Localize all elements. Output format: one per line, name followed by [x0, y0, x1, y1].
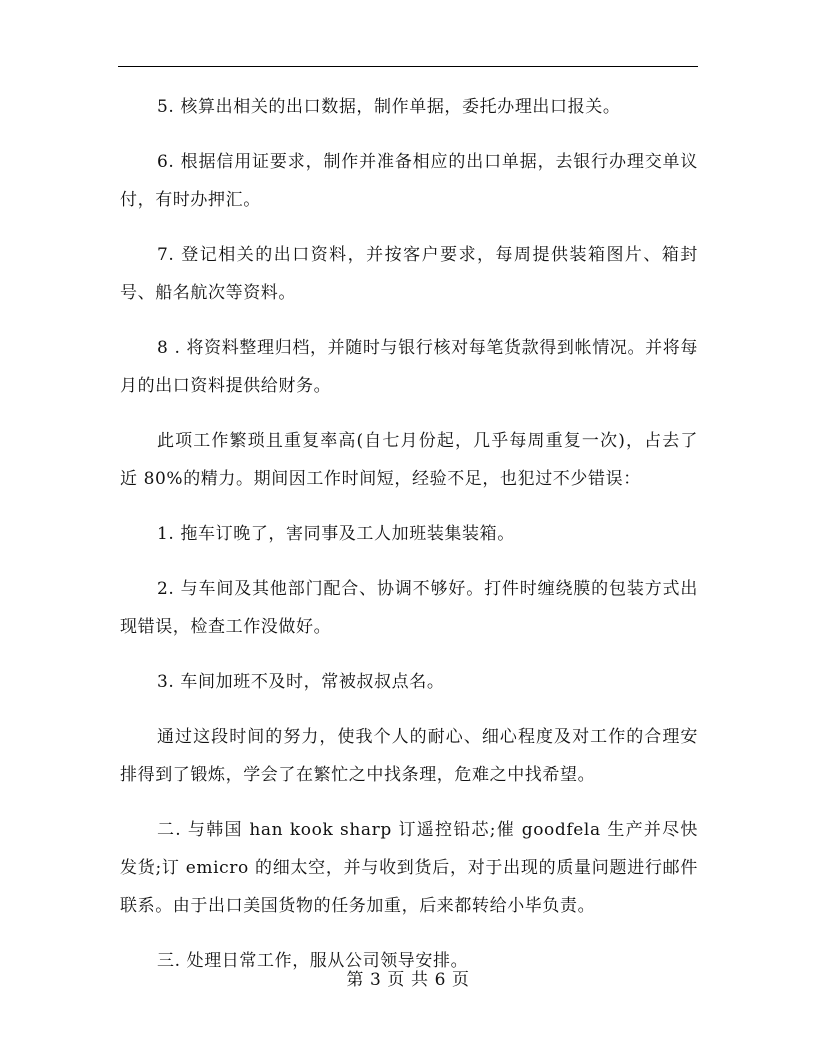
- paragraph: 通过这段时间的努力，使我个人的耐心、细心程度及对工作的合理安排得到了锻炼，学会了在繁忙之中找条理，危难之中找希望。: [120, 727, 698, 785]
- paragraph: 3. 车间加班不及时，常被叔叔点名。: [157, 672, 445, 692]
- paragraph: 三. 处理日常工作，服从公司领导安排。: [157, 951, 469, 971]
- paragraph: 6. 根据信用证要求，制作并准备相应的出口单据，去银行办理交单议付，有时办押汇。: [120, 152, 698, 210]
- document-body: [120, 88, 698, 997]
- paragraph: 7. 登记相关的出口资料，并按客户要求，每周提供装箱图片、箱封号、船名航次等资料。: [120, 245, 698, 303]
- paragraph: 2. 与车间及其他部门配合、协调不够好。打件时缠绕膜的包装方式出现错误，检查工作没做好。: [120, 579, 698, 637]
- paragraph: 8 . 将资料整理归档，并随时与银行核对每笔货款得到帐情况。并将每月的出口资料提供给财务。: [120, 338, 698, 396]
- paragraph: 此项工作繁琐且重复率高(自七月份起，几乎每周重复一次)，占去了近 80%的精力。期间因工作时间短，经验不足，也犯过不少错误：: [120, 431, 698, 489]
- paragraph: 5. 核算出相关的出口数据，制作单据，委托办理出口报关。: [157, 97, 621, 117]
- paragraph: 1. 拖车订晚了，害同事及工人加班装集装箱。: [157, 524, 515, 544]
- paragraph: 二. 与韩国 han kook sharp 订遥控铅芯;催 goodfela 生产并尽快发货;订 emicro 的细太空，并与收到货后，对于出现的质量问题进行邮件联系。由于出口美国货物的任务加重，后来都转给小毕负责。: [120, 820, 698, 916]
- page-number-footer: 第 3 页 共 6 页: [346, 970, 470, 990]
- header-rule: [118, 66, 698, 67]
